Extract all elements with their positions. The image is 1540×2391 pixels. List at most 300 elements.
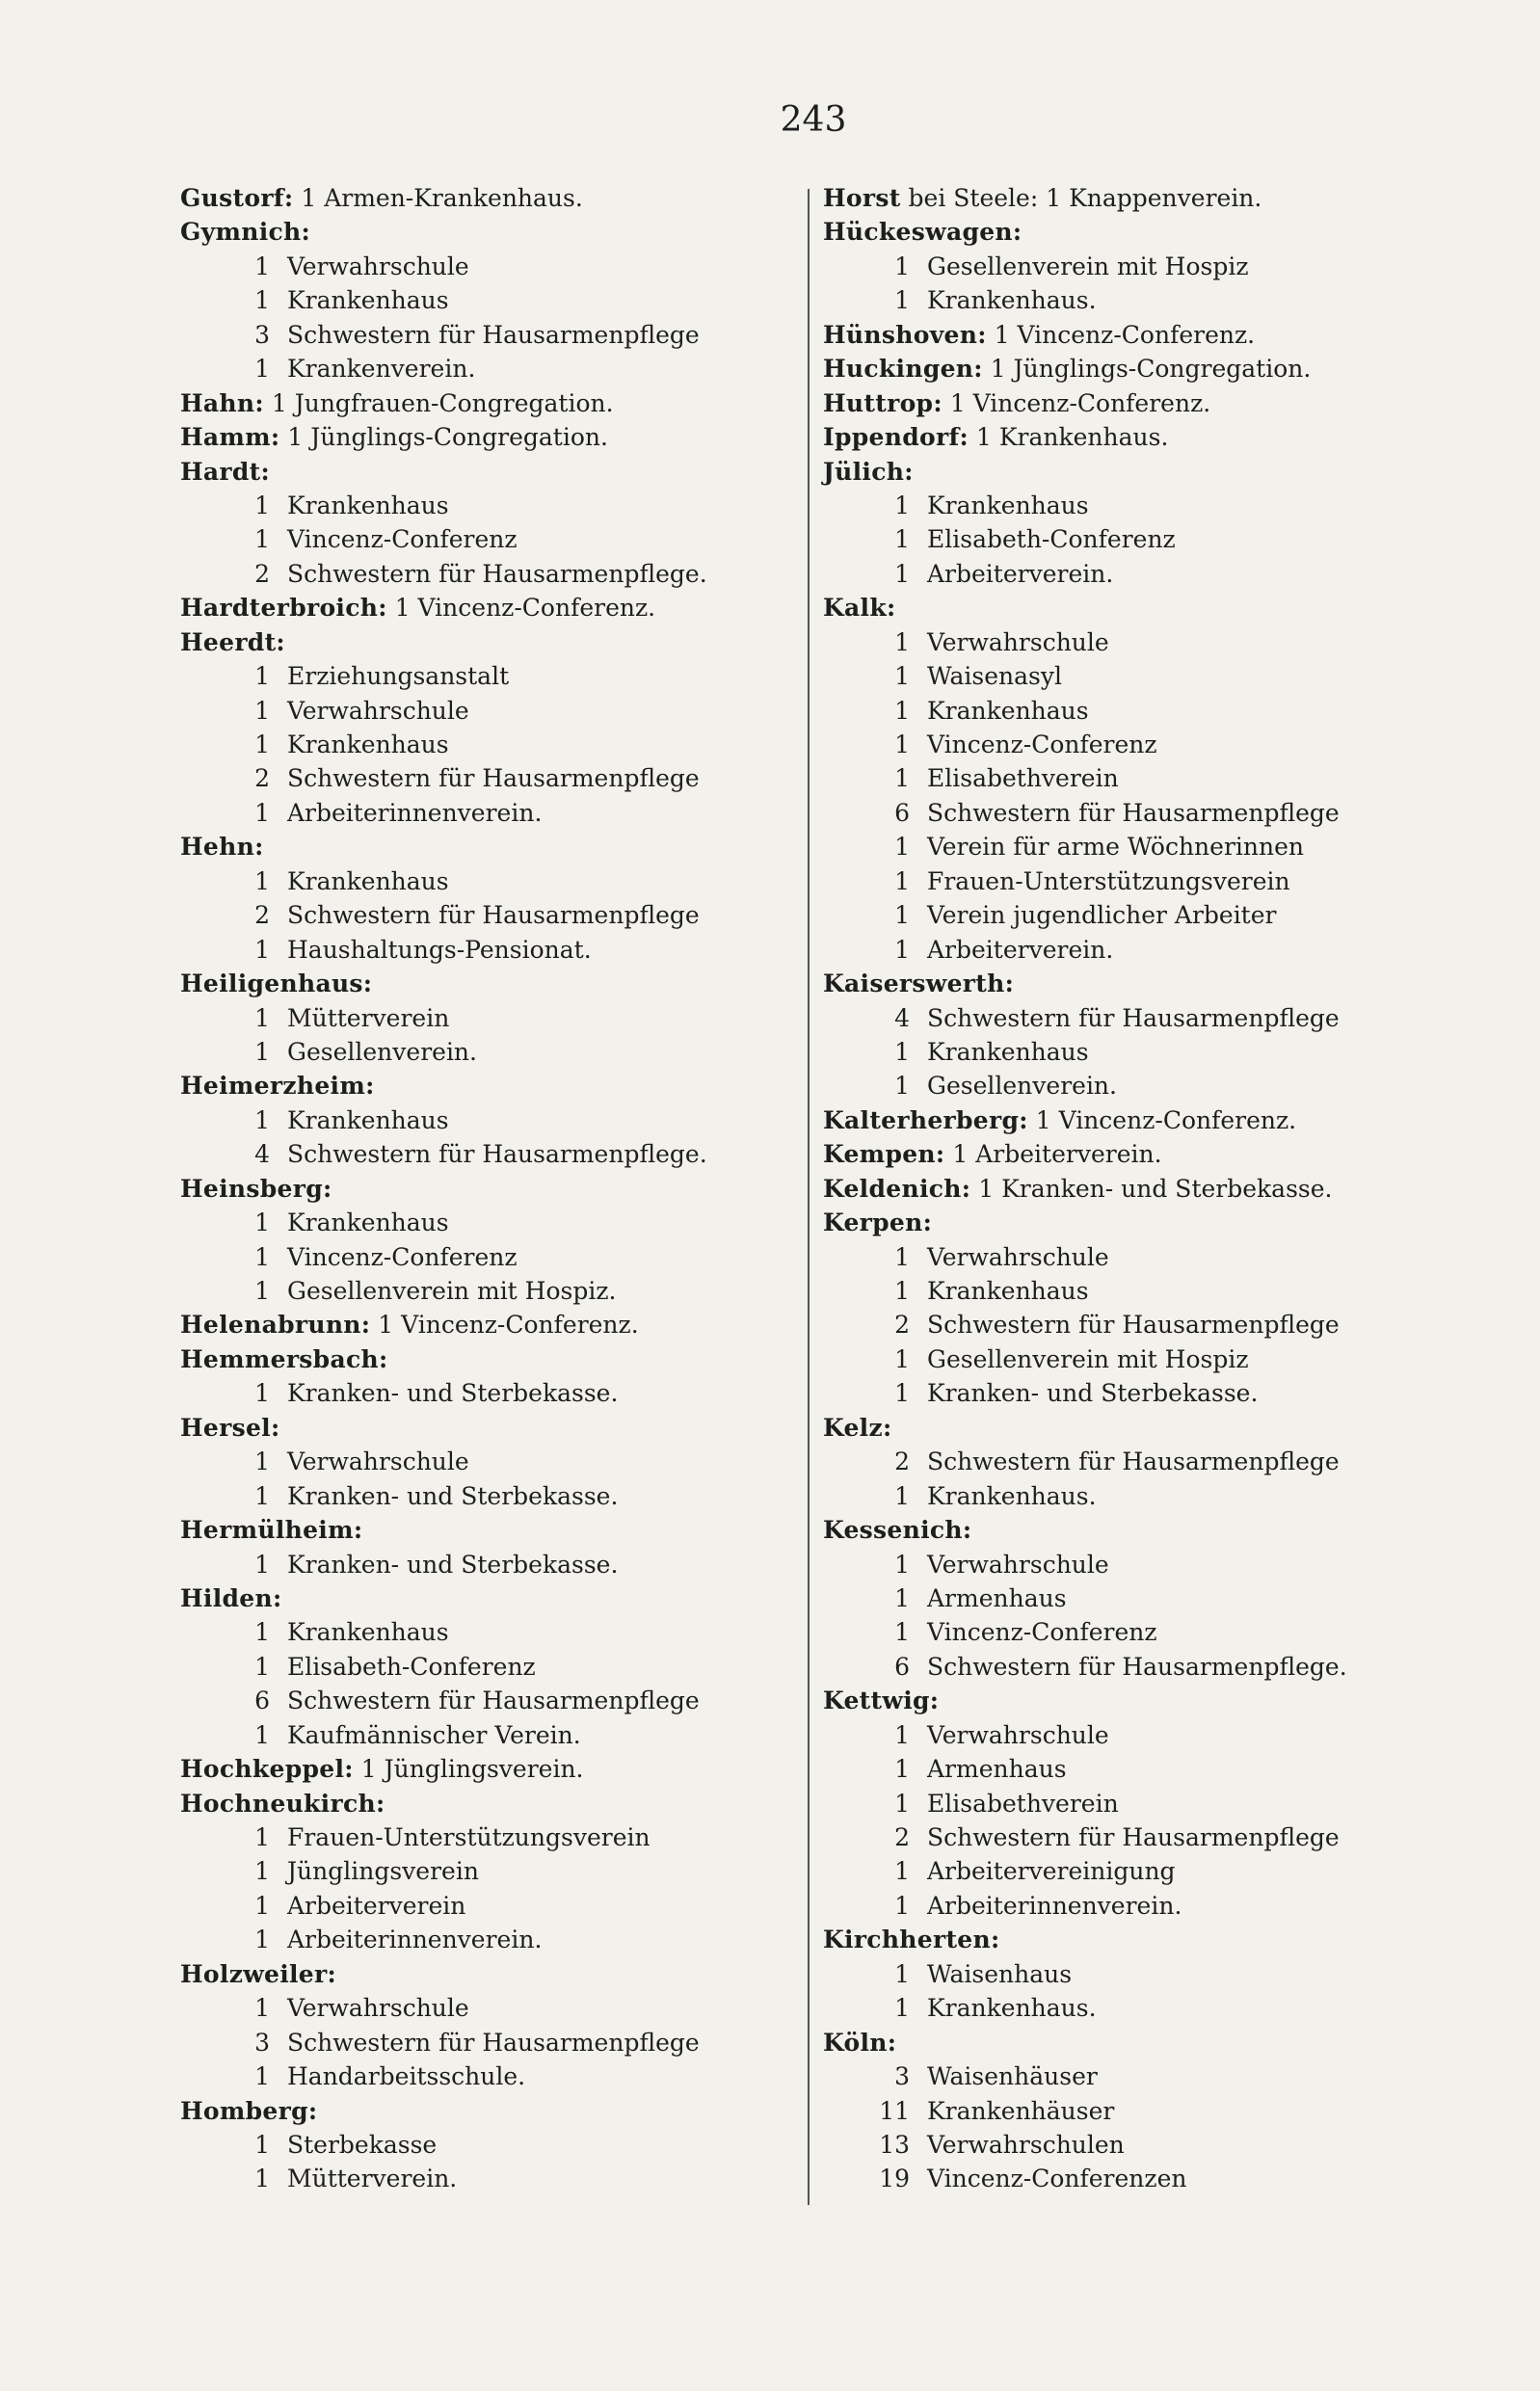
entry-heading xyxy=(823,1411,1440,1445)
entry-item xyxy=(823,659,1440,693)
item-count: 1 xyxy=(254,2165,270,2193)
item-label: Krankenhaus xyxy=(927,1037,1089,1066)
column-divider xyxy=(808,189,810,2205)
item-label: Krankenhaus xyxy=(287,491,449,519)
entry-item xyxy=(180,283,797,317)
item-count: 1 xyxy=(894,764,910,793)
item-count: 1 xyxy=(894,286,910,315)
entry-item xyxy=(180,250,797,283)
item-count: 2 xyxy=(894,1311,910,1340)
entry-heading xyxy=(823,1137,1440,1171)
item-label: Elisabethverein xyxy=(927,1789,1119,1818)
entry-item xyxy=(823,933,1440,967)
item-label: Verwahrschulen xyxy=(927,2130,1125,2159)
item-label: Schwestern für Hausarmenpflege xyxy=(287,764,700,793)
place-name: Horst xyxy=(823,184,901,212)
item-label: Verwahrschule xyxy=(287,252,469,280)
item-count: 1 xyxy=(254,1481,270,1510)
item-label: Elisabeth-Conferenz xyxy=(927,525,1176,554)
place-name: Heiligenhaus: xyxy=(180,970,373,998)
entry-heading xyxy=(823,1684,1440,1717)
item-label: Schwestern für Hausarmenpflege xyxy=(287,901,700,930)
item-label: Mütterverein xyxy=(287,1003,450,1032)
item-label: Krankenhaus. xyxy=(927,1481,1097,1510)
place-name: Kalk: xyxy=(823,594,896,623)
entry-heading xyxy=(823,1513,1440,1547)
item-count: 1 xyxy=(254,491,270,519)
item-count: 1 xyxy=(894,1072,910,1101)
item-label: Krankenverein. xyxy=(287,355,476,384)
item-label: Verwahrschule xyxy=(287,1448,469,1476)
entry-inline-text: 1 Armen-Krankenhaus. xyxy=(301,184,583,212)
item-count: 3 xyxy=(894,2062,910,2091)
item-count: 2 xyxy=(894,1823,910,1851)
entry-heading xyxy=(823,1172,1440,1206)
item-label: Verwahrschule xyxy=(927,1720,1109,1749)
entry-item xyxy=(823,489,1440,522)
entry-item xyxy=(823,1957,1440,1991)
item-count: 1 xyxy=(254,355,270,384)
place-name: Kelz: xyxy=(823,1413,892,1442)
entry-heading xyxy=(823,352,1440,385)
item-count: 6 xyxy=(894,798,910,827)
place-name: Hochkeppel: xyxy=(180,1755,354,1784)
entry-item xyxy=(180,1479,797,1513)
item-label: Arbeiterinnenverein. xyxy=(287,798,543,827)
item-count: 1 xyxy=(254,1105,270,1134)
item-count: 1 xyxy=(254,1550,270,1579)
entry-item xyxy=(180,1137,797,1171)
item-label: Krankenhäuser xyxy=(927,2096,1115,2125)
item-count: 2 xyxy=(894,1448,910,1476)
place-name: Keldenich: xyxy=(823,1174,971,1203)
entry-heading xyxy=(823,318,1440,352)
item-count: 2 xyxy=(254,764,270,793)
place-name: Hersel: xyxy=(180,1413,280,1442)
entry-heading xyxy=(180,591,797,624)
entry-item xyxy=(180,1274,797,1308)
item-count: 1 xyxy=(894,731,910,758)
item-label: Krankenhaus xyxy=(287,1618,449,1647)
entry-inline-text: 1 Vincenz-Conferenz. xyxy=(1035,1105,1297,1134)
entry-item xyxy=(823,1889,1440,1923)
item-count: 1 xyxy=(894,1891,910,1920)
item-count: 1 xyxy=(894,935,910,964)
item-count: 1 xyxy=(254,2130,270,2159)
place-name: Homberg: xyxy=(180,2096,318,2125)
place-name: Helenabrunn: xyxy=(180,1311,371,1340)
place-name: Hünshoven: xyxy=(823,320,987,349)
entry-item xyxy=(823,1035,1440,1069)
item-label: Schwestern für Hausarmenpflege. xyxy=(287,1140,707,1169)
item-count: 13 xyxy=(879,2130,910,2159)
entry-item xyxy=(823,1820,1440,1854)
entry-item xyxy=(823,796,1440,830)
item-label: Verwahrschule xyxy=(287,1994,469,2023)
place-name: Hemmersbach: xyxy=(180,1344,388,1373)
item-label: Krankenhaus. xyxy=(927,286,1097,315)
entry-item xyxy=(823,1752,1440,1786)
entry-heading xyxy=(823,181,1440,215)
item-count: 1 xyxy=(254,866,270,895)
place-name: Kalterherberg: xyxy=(823,1105,1028,1134)
entry-heading xyxy=(180,625,797,659)
item-label: Schwestern für Hausarmenpflege xyxy=(287,320,700,349)
item-count: 1 xyxy=(894,1344,910,1373)
item-count: 2 xyxy=(254,559,270,588)
entry-item xyxy=(180,728,797,761)
entry-item xyxy=(180,2059,797,2093)
item-count: 11 xyxy=(879,2096,910,2125)
entry-item xyxy=(180,796,797,830)
entry-heading xyxy=(823,386,1440,420)
entry-heading xyxy=(180,1069,797,1103)
place-name: Kirchherten: xyxy=(823,1926,1000,1954)
item-label: Jünglingsverein xyxy=(287,1857,479,1886)
item-label: Krankenhaus xyxy=(927,1277,1089,1305)
item-label: Krankenhaus xyxy=(287,731,449,758)
item-count: 1 xyxy=(894,662,910,691)
entry-item xyxy=(180,1548,797,1581)
item-label: Arbeiterinnenverein. xyxy=(927,1891,1182,1920)
entry-item xyxy=(180,522,797,556)
item-count: 1 xyxy=(894,1755,910,1784)
entry-item xyxy=(180,1445,797,1478)
entry-heading xyxy=(180,181,797,215)
item-count: 1 xyxy=(254,525,270,554)
item-count: 1 xyxy=(254,1618,270,1647)
place-name: Hamm: xyxy=(180,423,280,452)
entry-item xyxy=(823,1479,1440,1513)
item-label: Gesellenverein mit Hospiz xyxy=(927,1344,1249,1373)
item-label: Gesellenverein. xyxy=(287,1037,477,1066)
entry-inline-text: bei Steele: 1 Knappenverein. xyxy=(908,184,1262,212)
item-label: Schwestern für Hausarmenpflege xyxy=(927,1448,1340,1476)
item-label: Krankenhaus xyxy=(287,1209,449,1237)
item-label: Krankenhaus xyxy=(287,866,449,895)
item-label: Kranken- und Sterbekasse. xyxy=(927,1379,1259,1408)
entry-item xyxy=(180,1240,797,1274)
left-column xyxy=(180,181,797,2196)
entry-item xyxy=(180,1650,797,1684)
item-count: 1 xyxy=(254,1857,270,1886)
entry-heading xyxy=(180,967,797,1000)
place-name: Ippendorf: xyxy=(823,423,969,452)
entry-heading xyxy=(823,2026,1440,2059)
entry-item xyxy=(180,1718,797,1752)
entry-item xyxy=(180,1991,797,2025)
item-count: 1 xyxy=(894,1242,910,1271)
entry-item xyxy=(180,318,797,352)
entry-item xyxy=(823,1548,1440,1581)
item-label: Elisabethverein xyxy=(927,764,1119,793)
item-label: Frauen-Unterstützungsverein xyxy=(287,1823,651,1851)
item-count: 1 xyxy=(894,866,910,895)
item-label: Schwestern für Hausarmenpflege xyxy=(287,2028,700,2057)
item-count: 3 xyxy=(254,2028,270,2057)
entry-item xyxy=(823,1854,1440,1888)
item-label: Handarbeitsschule. xyxy=(287,2062,526,2091)
item-label: Verwahrschule xyxy=(927,1242,1109,1271)
entry-heading xyxy=(180,1787,797,1820)
entry-item xyxy=(180,761,797,795)
entry-item xyxy=(823,1308,1440,1342)
entry-heading xyxy=(180,1752,797,1786)
entry-heading xyxy=(180,1581,797,1615)
item-count: 1 xyxy=(894,525,910,554)
entry-heading xyxy=(823,1923,1440,1956)
item-label: Krankenhaus xyxy=(927,696,1089,725)
entry-item xyxy=(180,2162,797,2195)
entry-heading xyxy=(180,420,797,454)
entry-item xyxy=(180,1001,797,1035)
entry-item xyxy=(823,761,1440,795)
entry-item xyxy=(823,1718,1440,1752)
place-name: Heerdt: xyxy=(180,627,285,656)
item-label: Arbeiterverein. xyxy=(927,935,1114,964)
item-count: 1 xyxy=(894,491,910,519)
entry-inline-text: 1 Krankenhaus. xyxy=(976,423,1169,452)
entry-item xyxy=(823,694,1440,728)
item-count: 1 xyxy=(254,1652,270,1681)
place-name: Gustorf: xyxy=(180,184,294,212)
place-name: Hardt: xyxy=(180,457,271,486)
entry-heading xyxy=(823,967,1440,1000)
place-name: Holzweiler: xyxy=(180,1959,337,1988)
item-count: 1 xyxy=(894,901,910,930)
entry-item xyxy=(823,2094,1440,2128)
entry-item xyxy=(823,522,1440,556)
entry-heading xyxy=(180,455,797,489)
item-label: Sterbekasse xyxy=(287,2130,438,2159)
item-count: 1 xyxy=(894,252,910,280)
item-count: 1 xyxy=(254,1037,270,1066)
place-name: Hilden: xyxy=(180,1583,282,1612)
item-count: 6 xyxy=(254,1687,270,1715)
entry-item xyxy=(823,1069,1440,1103)
item-count: 1 xyxy=(254,731,270,758)
entry-heading xyxy=(823,1103,1440,1137)
entry-heading xyxy=(823,420,1440,454)
item-label: Elisabeth-Conferenz xyxy=(287,1652,536,1681)
item-count: 1 xyxy=(254,1277,270,1305)
entry-item xyxy=(823,864,1440,898)
entry-heading xyxy=(180,215,797,249)
place-name: Köln: xyxy=(823,2028,897,2057)
entry-item xyxy=(180,933,797,967)
entry-heading xyxy=(180,1308,797,1342)
item-count: 1 xyxy=(254,1209,270,1237)
item-count: 3 xyxy=(254,320,270,349)
item-label: Vincenz-Conferenz xyxy=(927,731,1157,758)
item-count: 1 xyxy=(894,1379,910,1408)
entry-heading xyxy=(180,1342,797,1376)
entry-item xyxy=(823,2059,1440,2093)
place-name: Heinsberg: xyxy=(180,1174,332,1203)
item-label: Schwestern für Hausarmenpflege xyxy=(927,1823,1340,1851)
entry-inline-text: 1 Vincenz-Conferenz. xyxy=(949,388,1211,417)
item-label: Krankenhaus xyxy=(287,1105,449,1134)
item-label: Waisenhaus xyxy=(927,1959,1073,1988)
item-count: 1 xyxy=(254,662,270,691)
item-count: 1 xyxy=(894,696,910,725)
place-name: Hehn: xyxy=(180,833,264,862)
entry-heading xyxy=(823,591,1440,624)
item-label: Vincenz-Conferenzen xyxy=(927,2165,1187,2193)
item-count: 6 xyxy=(894,1652,910,1681)
item-count: 1 xyxy=(894,1277,910,1305)
entry-heading xyxy=(180,1411,797,1445)
item-count: 1 xyxy=(894,1037,910,1066)
page-number: 243 xyxy=(780,100,847,140)
entry-heading xyxy=(180,830,797,863)
item-label: Armenhaus xyxy=(927,1755,1067,1784)
entry-heading xyxy=(823,455,1440,489)
item-count: 1 xyxy=(894,1550,910,1579)
item-label: Verwahrschule xyxy=(287,696,469,725)
item-label: Schwestern für Hausarmenpflege. xyxy=(927,1652,1347,1681)
item-label: Gesellenverein. xyxy=(927,1072,1117,1101)
place-name: Huttrop: xyxy=(823,388,943,417)
item-count: 1 xyxy=(254,696,270,725)
entry-item xyxy=(180,2026,797,2059)
place-name: Heimerzheim: xyxy=(180,1072,375,1101)
entry-item xyxy=(180,1035,797,1069)
item-count: 4 xyxy=(254,1140,270,1169)
item-label: Kaufmännischer Verein. xyxy=(287,1720,581,1749)
item-count: 19 xyxy=(879,2165,910,2193)
item-label: Frauen-Unterstützungsverein xyxy=(927,866,1290,895)
entry-item xyxy=(180,1376,797,1410)
entry-heading xyxy=(823,1206,1440,1239)
entry-item xyxy=(180,1103,797,1137)
item-label: Arbeiterinnenverein. xyxy=(287,1926,543,1954)
place-name: Huckingen: xyxy=(823,355,983,384)
item-label: Erziehungsanstalt xyxy=(287,662,510,691)
place-name: Hermülheim: xyxy=(180,1516,363,1545)
item-count: 1 xyxy=(894,1618,910,1647)
entry-item xyxy=(823,1615,1440,1649)
entry-item xyxy=(180,1854,797,1888)
item-label: Gesellenverein mit Hospiz. xyxy=(287,1277,617,1305)
entry-item xyxy=(823,625,1440,659)
item-label: Schwestern für Hausarmenpflege. xyxy=(287,559,707,588)
item-label: Mütterverein. xyxy=(287,2165,458,2193)
place-name: Hochneukirch: xyxy=(180,1789,385,1818)
entry-item xyxy=(823,1274,1440,1308)
item-label: Schwestern für Hausarmenpflege xyxy=(927,798,1340,827)
item-label: Krankenhaus xyxy=(927,491,1089,519)
entry-inline-text: 1 Vincenz-Conferenz. xyxy=(394,594,656,623)
item-count: 1 xyxy=(894,1583,910,1612)
entry-item xyxy=(823,1991,1440,2025)
entry-item xyxy=(823,2162,1440,2195)
item-label: Arbeitervereinigung xyxy=(927,1857,1176,1886)
entry-item xyxy=(823,1650,1440,1684)
entry-item xyxy=(823,1376,1440,1410)
item-count: 1 xyxy=(254,1448,270,1476)
entry-item xyxy=(823,1001,1440,1035)
right-column xyxy=(823,181,1440,2196)
entry-item xyxy=(823,1445,1440,1478)
item-label: Krankenhaus. xyxy=(927,1994,1097,2023)
entry-heading xyxy=(180,386,797,420)
item-count: 1 xyxy=(894,1720,910,1749)
item-label: Gesellenverein mit Hospiz xyxy=(927,252,1249,280)
entry-item xyxy=(823,1581,1440,1615)
entry-item xyxy=(180,1206,797,1239)
item-label: Schwestern für Hausarmenpflege xyxy=(927,1311,1340,1340)
item-label: Verein für arme Wöchnerinnen xyxy=(927,833,1304,862)
item-label: Vincenz-Conferenz xyxy=(927,1618,1157,1647)
item-label: Kranken- und Sterbekasse. xyxy=(287,1481,619,1510)
entry-inline-text: 1 Jünglings-Congregation. xyxy=(287,423,608,452)
entry-item xyxy=(823,2128,1440,2162)
entry-item xyxy=(823,1342,1440,1376)
place-name: Gymnich: xyxy=(180,218,311,247)
item-count: 1 xyxy=(254,2062,270,2091)
entry-item xyxy=(180,1684,797,1717)
item-label: Armenhaus xyxy=(927,1583,1067,1612)
item-label: Waisenhäuser xyxy=(927,2062,1098,2091)
entry-item xyxy=(823,1240,1440,1274)
item-count: 1 xyxy=(254,1003,270,1032)
entry-item xyxy=(180,489,797,522)
entry-heading xyxy=(180,2094,797,2128)
item-count: 1 xyxy=(894,559,910,588)
item-label: Kranken- und Sterbekasse. xyxy=(287,1379,619,1408)
entry-item xyxy=(180,898,797,932)
entry-item xyxy=(180,1820,797,1854)
item-count: 1 xyxy=(894,1994,910,2023)
entry-inline-text: 1 Vincenz-Conferenz. xyxy=(994,320,1256,349)
item-label: Waisenasyl xyxy=(927,662,1063,691)
item-label: Kranken- und Sterbekasse. xyxy=(287,1550,619,1579)
item-label: Vincenz-Conferenz xyxy=(287,1242,518,1271)
entry-item xyxy=(180,864,797,898)
entry-inline-text: 1 Arbeiterverein. xyxy=(952,1140,1162,1169)
entry-item xyxy=(823,898,1440,932)
item-count: 1 xyxy=(894,1789,910,1818)
place-name: Kettwig: xyxy=(823,1687,940,1715)
entry-item xyxy=(823,250,1440,283)
item-count: 1 xyxy=(894,1959,910,1988)
entry-item xyxy=(180,2128,797,2162)
item-count: 1 xyxy=(894,1857,910,1886)
place-name: Kessenich: xyxy=(823,1516,972,1545)
entry-item xyxy=(180,352,797,385)
place-name: Kaiserswerth: xyxy=(823,970,1015,998)
item-count: 1 xyxy=(254,1891,270,1920)
item-count: 1 xyxy=(254,935,270,964)
place-name: Kerpen: xyxy=(823,1209,933,1237)
item-label: Verwahrschule xyxy=(927,1550,1109,1579)
entry-inline-text: 1 Jünglings-Congregation. xyxy=(990,355,1312,384)
entry-item xyxy=(823,830,1440,863)
entry-heading xyxy=(180,1957,797,1991)
entry-heading xyxy=(823,215,1440,249)
entry-item xyxy=(180,659,797,693)
item-label: Schwestern für Hausarmenpflege xyxy=(927,1003,1340,1032)
item-count: 1 xyxy=(254,1926,270,1954)
item-count: 1 xyxy=(254,252,270,280)
item-label: Vincenz-Conferenz xyxy=(287,525,518,554)
item-label: Verein jugendlicher Arbeiter xyxy=(927,901,1277,930)
entry-item xyxy=(823,728,1440,761)
item-count: 1 xyxy=(254,1379,270,1408)
place-name: Hückeswagen: xyxy=(823,218,1022,247)
item-count: 1 xyxy=(254,1720,270,1749)
